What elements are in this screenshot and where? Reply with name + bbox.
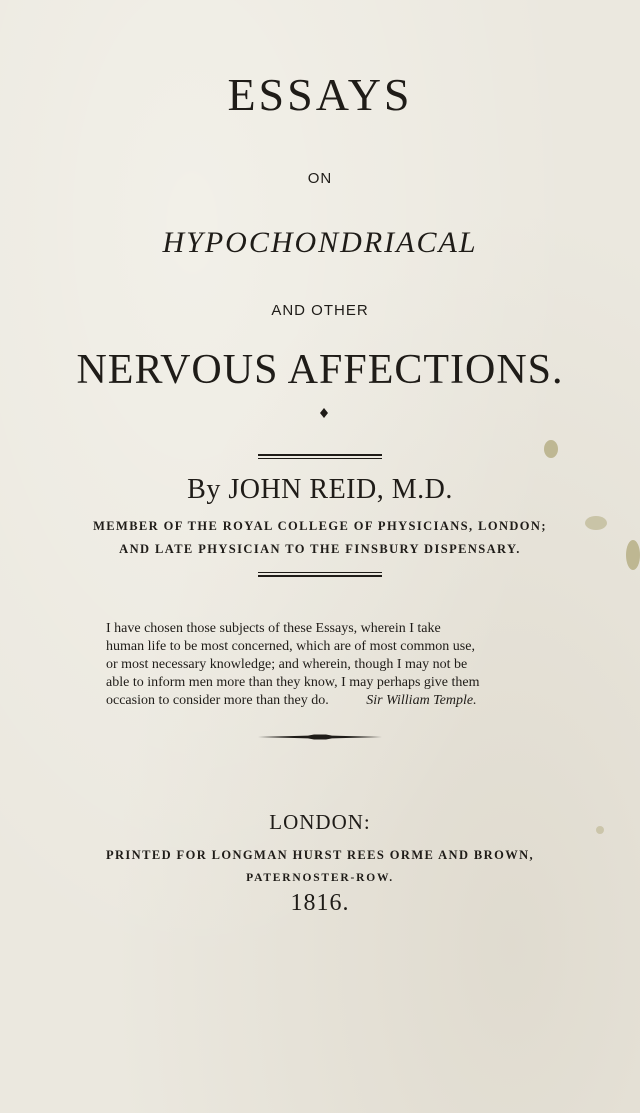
book-title: ESSAYS: [227, 69, 413, 120]
credentials-line: AND LATE PHYSICIAN TO THE FINSBURY DISPENSARY.: [119, 542, 521, 556]
tapered-rule-ornament: [258, 734, 382, 740]
author-line: [0, 474, 640, 506]
double-rule-bottom: [0, 572, 640, 577]
author-credentials: [0, 515, 640, 561]
epigraph-line: human life to be most concerned, which are of most common use,: [106, 639, 475, 654]
imprint-place: LONDON:: [269, 810, 371, 834]
imprint-street: PATERNOSTER-ROW.: [246, 872, 394, 884]
epigraph-line-final: [106, 692, 536, 710]
credentials-line: MEMBER OF THE ROYAL COLLEGE OF PHYSICIANS, LONDON;: [93, 519, 547, 533]
subject-hypochondriacal: HYPOCHONDRIACAL: [162, 226, 478, 259]
author-by: By: [187, 474, 221, 505]
diamond-ornament-icon: [0, 407, 640, 419]
double-rule-top: [0, 454, 640, 459]
title-connector-and-other: AND OTHER: [271, 302, 369, 319]
epigraph-line: occasion to consider more than they do.: [106, 693, 329, 708]
epigraph: [106, 620, 536, 710]
epigraph-line: I have chosen those subjects of these Essays, wherein I take: [106, 621, 441, 636]
epigraph-line: or most necessary knowledge; and wherein, though I may not be: [106, 657, 468, 672]
epigraph-attribution: Sir William Temple.: [366, 693, 477, 708]
subject-nervous-affections: NERVOUS AFFECTIONS.: [76, 347, 564, 393]
imprint-year: 1816.: [290, 890, 350, 916]
small-ornament: [0, 406, 640, 424]
author-name: JOHN REID, M.D.: [228, 474, 453, 505]
imprint-printer: PRINTED FOR LONGMAN HURST REES ORME AND BROWN,: [105, 848, 535, 862]
title-connector-on: ON: [307, 170, 333, 187]
epigraph-line: able to inform men more than they know, I may perhaps give them: [106, 675, 480, 690]
